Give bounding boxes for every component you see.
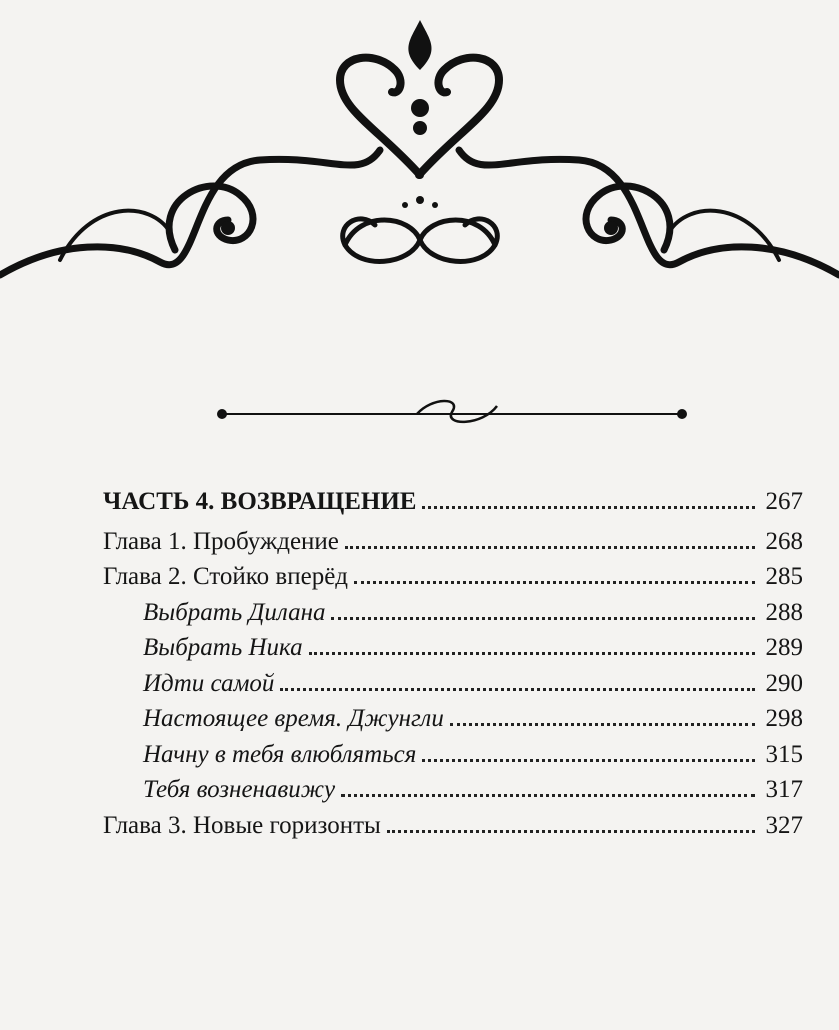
toc-entry-title: Начну в тебя влюбляться	[143, 740, 417, 768]
toc-dot-leader	[309, 644, 755, 655]
toc-dot-leader	[354, 573, 755, 584]
toc-entry-page: 285	[765, 563, 803, 590]
toc-dot-leader	[345, 538, 755, 549]
toc-dot-leader	[280, 680, 755, 691]
toc-entry	[103, 559, 803, 595]
toc-entry-page: 317	[765, 776, 803, 803]
toc-dot-leader	[341, 786, 755, 797]
toc-entry	[103, 808, 803, 844]
toc-entry-page: 327	[765, 811, 803, 839]
toc-dot-leader	[387, 822, 755, 833]
toc-entry-page: 288	[765, 598, 803, 626]
toc-entry-page: 289	[765, 634, 803, 661]
toc-entry-title: Тебя возненавижу	[143, 776, 336, 803]
toc-part-heading	[103, 484, 803, 520]
toc-entry-title: Глава 2. Стойко вперёд	[103, 563, 349, 590]
toc-dot-leader	[422, 498, 755, 509]
decorative-divider-flourish	[212, 392, 692, 432]
toc-entry-page: 268	[765, 527, 803, 555]
toc-entry-title: Выбрать Ника	[143, 634, 303, 661]
toc-entry-page: 315	[765, 740, 803, 768]
toc-entry-title: Выбрать Дилана	[143, 598, 326, 626]
toc-entry	[103, 524, 803, 560]
toc-subentry	[103, 595, 803, 631]
toc-entry-title: Глава 3. Новые горизонты	[103, 811, 381, 839]
toc-subentry	[103, 737, 803, 773]
decorative-heart-scroll-ornament	[0, 0, 839, 300]
toc-entry-page: 298	[765, 705, 803, 732]
toc-subentry	[103, 630, 803, 666]
toc-dot-leader	[331, 609, 755, 620]
toc-entry-title: Идти самой	[143, 669, 275, 697]
toc-dot-leader	[422, 751, 755, 762]
toc-entry-title: Глава 1. Пробуждение	[103, 527, 339, 555]
toc-entry-title: Настоящее время. Джунгли	[143, 705, 444, 732]
toc-subentry	[103, 701, 803, 737]
toc-part-title: ЧАСТЬ 4. ВОЗВРАЩЕНИЕ	[103, 488, 417, 515]
toc-dot-leader	[450, 715, 755, 726]
table-of-contents	[103, 484, 803, 843]
toc-subentry	[103, 772, 803, 808]
toc-part-page: 267	[765, 488, 803, 515]
toc-subentry	[103, 666, 803, 702]
toc-entry-page: 290	[765, 669, 803, 697]
